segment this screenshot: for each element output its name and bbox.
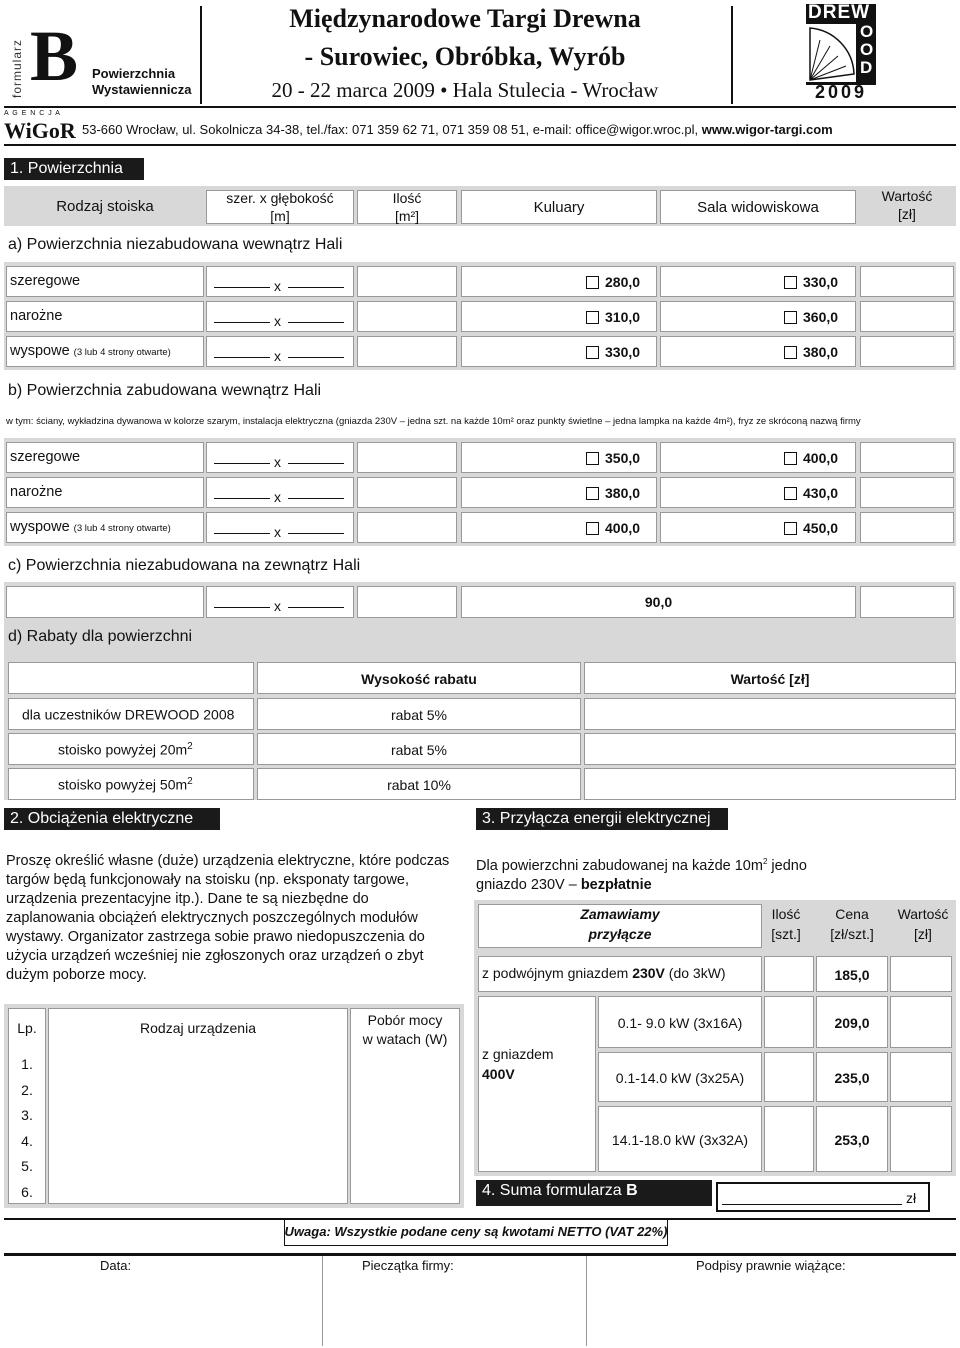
qty-col-header-2: [szt.] [771,926,801,942]
device-lp-column [8,1008,46,1204]
conn-col-header-1: Zamawiamy [580,906,660,922]
double-socket-price: 185,0 [816,956,888,992]
row-a-qty-cell[interactable] [357,266,457,297]
row-b-depth-line[interactable] [288,522,344,534]
col-qty-header-2: [m²] [394,208,420,224]
device-power-field[interactable] [352,1156,458,1178]
socket-option-price: 209,0 [816,996,888,1048]
event-title-line-2: - Surowiec, Obróbka, Wyrób [304,42,626,71]
double-socket-label [482,965,726,981]
discount-value-cell[interactable] [584,768,956,800]
row-a-kuluary-price: 330,0 [605,344,641,360]
row-a-kuluary-price: 280,0 [605,274,641,290]
device-power-field[interactable] [352,1131,458,1153]
row-c-price: 90,0 [644,594,673,610]
socket-option-value-cell[interactable] [890,996,952,1048]
sala-checkbox[interactable] [784,311,797,324]
discount-label-sup: 2 [187,776,193,787]
socket-400v-label-cell [478,996,596,1172]
header-divider-left [200,6,202,104]
sala-checkbox[interactable] [784,276,797,289]
footer-divider-2 [586,1256,587,1346]
d-col-value-header: Wartość [zł] [584,662,956,694]
row-a-note: (3 lub 4 strony otwarte) [73,347,171,358]
device-row-number: 6. [21,1183,33,1200]
section-3-text-bold: bezpłatnie [580,876,652,893]
device-row-number: 1. [21,1056,33,1072]
double-label-bold: 230V [632,965,665,981]
value-col-header-2: [zł] [914,926,932,942]
discount-label [22,706,234,723]
event-dates: 20 - 22 marca 2009 • Hala Stulecia - Wrocław [271,78,659,102]
row-a-x: x [274,278,281,294]
kuluary-checkbox[interactable] [586,487,599,500]
row-a-kuluary-option[interactable] [586,274,640,290]
row-c-size-depth-line[interactable] [288,596,344,608]
row-a-kuluary-option[interactable] [586,344,640,360]
col-value-header-2: [zł] [898,206,916,222]
col-power-header-1: Pobór mocy [367,1012,443,1028]
row-a-type-label [10,308,62,324]
sum-field-line [722,1204,902,1205]
logo-letter-d: D [860,58,873,77]
section-3-description [476,852,836,895]
device-name-field[interactable] [50,1156,346,1178]
kuluary-checkbox[interactable] [586,346,599,359]
section-2-title: 2. Obciążenia elektryczne [4,808,220,830]
col-lp-header: Lp. [17,1020,37,1036]
row-a-width-line[interactable] [214,311,270,323]
col-power-header-2: w watach (W) [362,1031,448,1047]
row-a-sala-option[interactable] [784,344,838,360]
row-a-type-label [10,273,80,289]
col-size-header-2: [m] [270,208,290,224]
row-a-value-cell[interactable] [860,266,954,297]
contact-rule [4,144,956,146]
socket-option-qty-cell[interactable] [764,1106,814,1172]
logo-year: 2009 [814,82,868,102]
device-name-field[interactable] [50,1080,346,1102]
row-b-width-line[interactable] [214,522,270,534]
footer-divider-1 [322,1256,323,1346]
logo-letter-o2: O [860,40,874,59]
double-label-2: (do 3kW) [664,965,726,981]
row-b-qty-cell[interactable] [357,512,457,543]
form-title-line-2: Wystawiennicza [92,82,192,97]
device-row-number: 3. [21,1107,33,1123]
subsection-a-title: a) Powierzchnia niezabudowana wewnątrz Hali [8,236,343,253]
socket-option-price: 235,0 [816,1052,888,1102]
header-divider-right [731,6,733,104]
row-c-value-cell[interactable] [860,586,954,618]
row-a-width-line[interactable] [214,276,270,288]
kuluary-checkbox[interactable] [586,311,599,324]
subsection-d-title-overlay: d) Rabaty dla powierzchni [8,628,193,645]
price-col-header-2: [zł/szt.] [830,926,874,942]
device-power-field[interactable] [352,1080,458,1102]
section-2-description: Proszę określić własne (duże) urządzenia elektryczne, które podczas targów będą funkcjonowały na stoisku (np. eksponaty targowe, urządzenia prezentacyjne itp.). Dane te są niezbędne do zaplanowania obciążeń elektrycznych poszczególnych modułów wystawy. Organizator zastrzega sobie prawo niedopuszczenia do użycia urządzeń wcześniej nie zgłoszonych oraz urządzeń o zbyt dużym poborze mocy. [6,853,450,983]
device-power-field[interactable] [352,1105,458,1127]
qty-col-header-1: Ilość [771,906,801,922]
socket-400v-label-1: z gniazdem [482,1046,554,1062]
row-b-x: x [274,489,281,505]
row-a-value-cell[interactable] [860,301,954,332]
double-label-1: z podwójnym gniazdem [482,965,633,981]
discount-label-text: stoisko powyżej 20m [58,741,188,758]
row-a-depth-line[interactable] [288,346,344,358]
logo-letter-o1: O [860,22,874,41]
socket-option-value-cell[interactable] [890,1052,952,1102]
form-letter: B [30,16,79,96]
wigor-logo: WiGoR [4,118,76,143]
discount-label-text: stoisko powyżej 50m [58,776,188,793]
device-row-number: 5. [21,1158,33,1174]
socket-option-price: 253,0 [816,1106,888,1172]
row-b-label: narożne [10,484,63,500]
row-c-size-width-line[interactable] [214,596,270,608]
row-b-note: (3 lub 4 strony otwarte) [73,523,171,534]
sum-field[interactable] [716,1182,930,1212]
price-col-header-1: Cena [835,906,869,922]
logo-word-drew: DREW [808,2,871,23]
d-header-empty-cell [8,662,254,694]
device-row-number: 4. [21,1132,33,1149]
discount-label [58,741,193,758]
sala-checkbox[interactable] [784,487,797,500]
row-c-type-cell [6,586,204,618]
drewood-logo [806,2,876,102]
socket-option-range: 0.1-14.0 kW (3x25A) [598,1052,762,1102]
row-a-value-cell[interactable] [860,336,954,367]
header-rule [4,106,956,108]
row-a-sala-option[interactable] [784,274,838,290]
discount-rate: rabat 10% [257,768,581,800]
row-a-label: narożne [10,308,63,324]
col-value-header-1: Wartość [881,188,933,204]
row-b-label: szeregowe [10,449,81,465]
row-b-x: x [274,524,281,540]
row-a-qty-cell[interactable] [357,301,457,332]
sala-checkbox[interactable] [784,522,797,535]
socket-option-qty-cell[interactable] [764,1052,814,1102]
row-c-x: x [274,598,281,614]
row-c-qty-cell[interactable] [357,586,457,618]
row-b-sala-price: 400,0 [803,450,839,466]
row-a-type-label [10,343,171,359]
kuluary-checkbox[interactable] [586,276,599,289]
row-a-kuluary-price: 310,0 [605,309,641,325]
row-b-value-cell[interactable] [860,442,954,473]
row-a-width-line[interactable] [214,346,270,358]
row-b-type-label [10,519,171,535]
website-link[interactable]: www.wigor-targi.com [701,122,833,137]
contact-text: 53-660 Wrocław, ul. Sokolnicza 34-38, tel./fax: 071 359 62 71, 071 359 08 51, e-mail: office@wigor.wroc.pl, [82,122,702,137]
event-title-line-1: Międzynarodowe Targi Drewna [289,4,641,33]
stamp-label: Pieczątka firmy: [362,1258,454,1273]
device-power-field[interactable] [352,1054,458,1076]
section-3-text-2: jedno gniazdo 230V – [476,857,807,893]
row-a-sala-price: 380,0 [803,344,839,360]
row-b-kuluary-option[interactable] [586,450,640,466]
row-b-qty-cell[interactable] [357,477,457,508]
discount-value-cell[interactable] [584,733,956,765]
row-a-label: szeregowe [10,273,81,289]
row-b-sala-option[interactable] [784,485,838,501]
row-b-kuluary-price: 400,0 [605,520,641,536]
col-device-header: Rodzaj urządzenia [140,1020,256,1036]
row-b-x: x [274,454,281,470]
form-label-vertical: formularz [10,38,24,98]
row-a-kuluary-option[interactable] [586,309,640,325]
row-a-sala-price: 330,0 [803,274,839,290]
socket-option-range: 0.1- 9.0 kW (3x16A) [598,996,762,1048]
subsection-c-title: c) Powierzchnia niezabudowana na zewnątrz Hali [8,557,361,574]
discount-rate: rabat 5% [257,698,581,730]
row-b-sala-option[interactable] [784,450,838,466]
row-a-sala-option[interactable] [784,309,838,325]
discount-value-cell[interactable] [584,698,956,730]
contact-line [82,122,833,137]
row-b-label: wyspowe [10,519,70,535]
double-socket-value-cell[interactable] [890,956,952,992]
row-b-sala-option[interactable] [784,520,838,536]
device-row-number: 2. [21,1081,33,1098]
socket-option-qty-cell[interactable] [764,996,814,1048]
row-a-depth-line[interactable] [288,311,344,323]
discount-label [58,776,193,793]
signatures-label: Podpisy prawnie wiążące: [696,1258,846,1273]
section-4-title-bold: B [626,1182,638,1199]
agency-small: A G E N C J A [4,110,61,117]
row-b-qty-cell[interactable] [357,442,457,473]
section-4-title [476,1180,712,1206]
form-title-line-1: Powierzchnia [92,66,176,81]
row-a-sala-price: 360,0 [803,309,839,325]
row-a-depth-line[interactable] [288,276,344,288]
footer-rule-bottom [4,1253,956,1256]
date-label: Data: [100,1258,132,1273]
row-a-x: x [274,348,281,364]
discount-label-sup: 2 [187,741,193,752]
row-b-kuluary-option[interactable] [586,520,640,536]
device-name-field[interactable] [50,1182,346,1204]
section-3-text-1: Dla powierzchni zabudowanej na każde 10m [476,857,763,874]
row-b-depth-line[interactable] [288,487,344,499]
col-type-header: Rodzaj stoiska [56,198,154,215]
col-sala-header: Sala widowiskowa [660,190,856,224]
col-qty-header-1: Ilość [392,190,422,206]
row-b-sala-price: 430,0 [803,485,839,501]
row-a-x: x [274,313,281,329]
col-kuluary-header: Kuluary [461,190,657,224]
netto-notice: Uwaga: Wszystkie podane ceny są kwotami NETTO (VAT 22%) [284,1224,668,1239]
subsection-b-note: w tym: ściany, wykładzina dywanowa w kolorze szarym, instalacja elektryczna (gniazda 230V – jedna szt. na każde 10m² oraz punkty świetlne – jedna lampka na każde 4m²), fryz ze skróconą nazwą firmy [6,416,861,427]
row-b-kuluary-option[interactable] [586,485,640,501]
sala-checkbox[interactable] [784,452,797,465]
col-size-header-1: szer. x głębokość [226,190,334,206]
row-a-qty-cell[interactable] [357,336,457,367]
conn-col-header-2: przyłącze [588,926,652,942]
section-4-title-text: 4. Suma formularza [482,1182,627,1199]
subsection-b-title: b) Powierzchnia zabudowana wewnątrz Hali [8,382,322,399]
sala-checkbox[interactable] [784,346,797,359]
device-name-field[interactable] [50,1105,346,1127]
section-3-title: 3. Przyłącza energii elektrycznej [476,808,728,830]
value-col-header-1: Wartość [897,906,949,922]
double-socket-qty-cell[interactable] [764,956,814,992]
socket-400v-label-2: 400V [482,1066,515,1082]
d-col-rabat-header: Wysokość rabatu [257,662,581,694]
device-power-field[interactable] [352,1182,458,1204]
section-1-title: 1. Powierzchnia [4,158,144,180]
kuluary-checkbox[interactable] [586,522,599,535]
discount-rate: rabat 5% [257,733,581,765]
row-b-width-line[interactable] [214,452,270,464]
row-b-value-cell[interactable] [860,477,954,508]
device-name-field[interactable] [50,1054,346,1076]
kuluary-checkbox[interactable] [586,452,599,465]
row-b-value-cell[interactable] [860,512,954,543]
section-3-text-sup: 2 [762,857,768,866]
device-name-field[interactable] [50,1131,346,1153]
row-b-kuluary-price: 350,0 [605,450,641,466]
row-b-width-line[interactable] [214,487,270,499]
row-b-type-label [10,449,80,465]
socket-option-range: 14.1-18.0 kW (3x32A) [598,1106,762,1172]
socket-option-value-cell[interactable] [890,1106,952,1172]
discount-label-text: dla uczestników DREWOOD 2008 [22,706,235,723]
row-b-sala-price: 450,0 [803,520,839,536]
row-b-kuluary-price: 380,0 [605,485,641,501]
sum-currency: zł [906,1190,917,1206]
row-b-type-label [10,484,62,500]
row-b-depth-line[interactable] [288,452,344,464]
row-a-label: wyspowe [10,343,70,359]
